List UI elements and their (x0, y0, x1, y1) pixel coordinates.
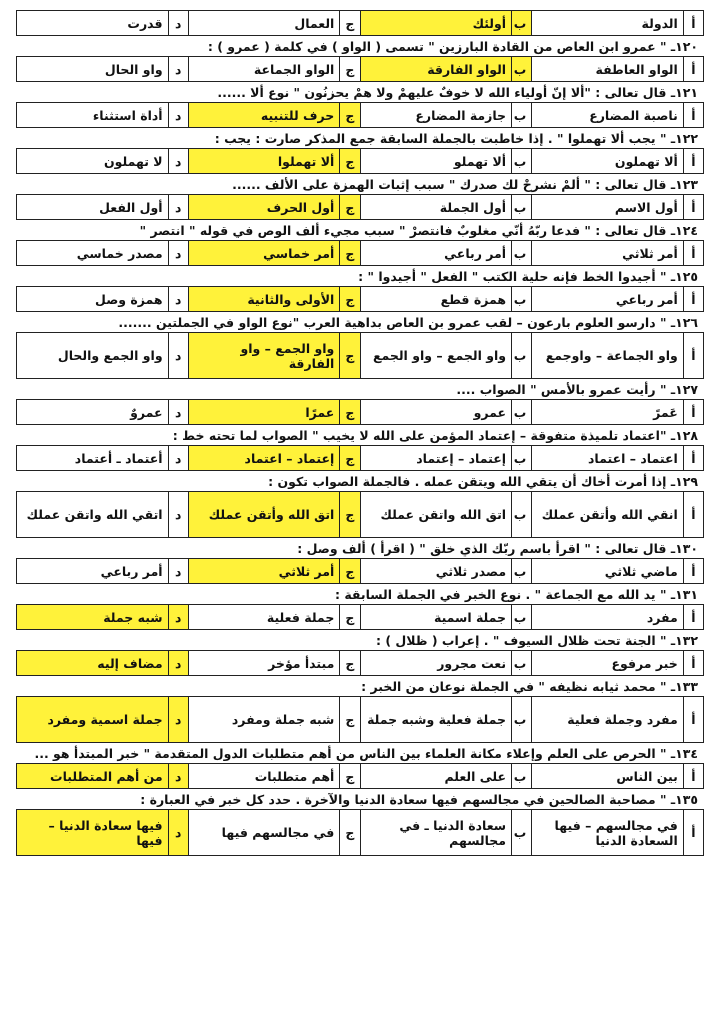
option-letter: ب (512, 241, 532, 266)
option-text-highlighted: أولئك (360, 11, 512, 36)
question-list (16, 10, 704, 856)
option-text-highlighted: أول الحرف (188, 195, 340, 220)
option-text: العمال (188, 11, 340, 36)
option-text-highlighted: الأولى والثانية (188, 287, 340, 312)
options-row (17, 149, 704, 174)
option-letter: أ (683, 764, 703, 789)
options-row (17, 764, 704, 789)
option-text: جملة فعلية وشبه جملة (360, 697, 512, 743)
option-text: مفرد (532, 605, 684, 630)
option-text: أداة استثناء (17, 103, 169, 128)
option-letter: ج (340, 697, 360, 743)
option-letter: ج (340, 492, 360, 538)
option-letter: د (168, 287, 188, 312)
option-text: اعتماد – اعتماد (532, 446, 684, 471)
option-letter: أ (683, 287, 703, 312)
option-letter: أ (683, 103, 703, 128)
option-letter: أ (683, 605, 703, 630)
option-letter: ج (340, 195, 360, 220)
option-text-highlighted: أمر ثلاثي (188, 559, 340, 584)
question-text: ١٣٠ـ قال تعالى : " اقرأ باسم ربّك الذي خلق " ( اقرأ ) ألف وصل : (297, 541, 698, 556)
option-text: أعتماد ـ أعتماد (17, 446, 169, 471)
option-text: أول الفعل (17, 195, 169, 220)
option-letter: د (168, 559, 188, 584)
option-text: جملة فعلية (188, 605, 340, 630)
option-text: لا تهملون (17, 149, 169, 174)
answer-options (16, 240, 704, 266)
option-letter: أ (683, 559, 703, 584)
option-text: خبر مرفوع (532, 651, 684, 676)
question-text: ١٢٥ـ " أجيدوا الخط فإنه حلية الكتب " الفعل " أجيدوا " : (358, 269, 698, 284)
option-text: اتق الله واتقن عملك (360, 492, 512, 538)
question-text: ١٣٥ـ " مصاحبة الصالحين في مجالسهم فيها سعادة الدنيا والآخرة . حدد كل خبر في العبارة : (140, 792, 698, 807)
answer-options (16, 148, 704, 174)
option-text: اتقي الله واتقن عملك (17, 492, 169, 538)
options-row (17, 400, 704, 425)
option-text: أول الجملة (360, 195, 512, 220)
option-letter: د (168, 492, 188, 538)
options-row (17, 446, 704, 471)
option-text: جازمة المضارع (360, 103, 512, 128)
option-text-highlighted: أمر خماسي (188, 241, 340, 266)
question-text: ١٢٧ـ " رأيت عمرو بالأمس " الصواب .... (456, 382, 698, 397)
option-text: همزة وصل (17, 287, 169, 312)
option-letter: ج (340, 103, 360, 128)
option-text: قدرت (17, 11, 169, 36)
option-letter: ج (340, 333, 360, 379)
option-text: إعتماد – إعتماد (360, 446, 512, 471)
option-text: أمر رباعي (532, 287, 684, 312)
option-text: جملة اسمية (360, 605, 512, 630)
options-row (17, 492, 704, 538)
options-row (17, 810, 704, 856)
answer-options (16, 809, 704, 856)
option-letter: ج (340, 287, 360, 312)
answer-options (16, 650, 704, 676)
option-letter: أ (683, 651, 703, 676)
option-text: ألا تهملون (532, 149, 684, 174)
option-text: واو الحال (17, 57, 169, 82)
option-letter: ج (340, 57, 360, 82)
option-letter: ب (512, 149, 532, 174)
option-letter: ج (340, 11, 360, 36)
question-text: ١٢٩ـ إذا أمرت أخاك أن يتقي الله ويتقن عمله . فالجملة الصواب تكون : (268, 474, 698, 489)
option-text: على العلم (360, 764, 512, 789)
option-letter: ب (512, 11, 532, 36)
option-text: أهم متطلبات (188, 764, 340, 789)
option-letter: ج (340, 241, 360, 266)
option-letter: ب (512, 559, 532, 584)
options-row (17, 57, 704, 82)
options-row (17, 195, 704, 220)
option-letter: ب (512, 333, 532, 379)
option-text: عمرو (360, 400, 512, 425)
question-text: ١٢٠ـ " عمرو ابن العاص من القادة البارزين " تسمى ( الواو ) في كلمة ( عمرو ) : (207, 39, 698, 54)
option-text: ناصبة المضارع (532, 103, 684, 128)
option-letter: ج (340, 764, 360, 789)
option-letter: ب (512, 446, 532, 471)
answer-options (16, 332, 704, 379)
option-text: مفرد وجملة فعلية (532, 697, 684, 743)
option-letter: ب (512, 195, 532, 220)
question-text: ١٢٣ـ قال تعالى : " ألمْ نشرحْ لك صدرك " سبب إثبات الهمزة على الألف ...... (232, 177, 698, 192)
option-text: واو الجمع والحال (17, 333, 169, 379)
option-letter: ج (340, 559, 360, 584)
options-row (17, 11, 704, 36)
option-letter: ب (512, 492, 532, 538)
question-text: ١٣١ـ " يد الله مع الجماعة " . نوع الخبر في الجملة السابقة : (334, 587, 698, 602)
option-letter: د (168, 241, 188, 266)
answer-options (16, 558, 704, 584)
option-letter: ب (512, 400, 532, 425)
option-letter: أ (683, 195, 703, 220)
option-text: واو الجماعة – واوجمع (532, 333, 684, 379)
option-text: مصدر ثلاثي (360, 559, 512, 584)
option-letter: ب (512, 605, 532, 630)
options-row (17, 697, 704, 743)
option-text-highlighted: شبه جملة (17, 605, 169, 630)
option-text: واو الجمع – واو الجمع (360, 333, 512, 379)
option-text: ألا تهملو (360, 149, 512, 174)
option-letter: أ (683, 11, 703, 36)
question-text: ١٢٤ـ قال تعالى : " فدعا ربّهُ أنّي مغلوبٌ فانتصرْ " سبب مجيء ألف الوص في قوله " انتصر " (139, 223, 698, 238)
question-text: ١٢٢ـ " يجب ألا تهملوا " . إذا خاطبت بالجملة السابقة جمع المذكر صارت : يجب : (214, 131, 698, 146)
option-text-highlighted: واو الجمع – واو الفارقة (188, 333, 340, 379)
option-letter: أ (683, 810, 703, 856)
option-text: سعادة الدنيا ـ في مجالسهم (360, 810, 512, 856)
option-text-highlighted: الواو الفارقة (360, 57, 512, 82)
answer-options (16, 491, 704, 538)
option-letter: د (168, 764, 188, 789)
answer-options (16, 286, 704, 312)
options-row (17, 651, 704, 676)
option-letter: د (168, 103, 188, 128)
option-letter: د (168, 149, 188, 174)
answer-options (16, 102, 704, 128)
option-text: في مجالسهم – فيها السعادة الدنيا (532, 810, 684, 856)
question-text: ١٢١ـ قال تعالى : "ألا إنّ أولياء الله لا خوفٌ عليهمْ ولا همْ يحزنُون " نوع ألا ...... (217, 85, 698, 100)
answer-options (16, 445, 704, 471)
option-letter: د (168, 333, 188, 379)
options-row (17, 559, 704, 584)
option-text: عمروٌ (17, 400, 169, 425)
option-text: ماضي ثلاثي (532, 559, 684, 584)
option-letter: أ (683, 241, 703, 266)
option-text: الدولة (532, 11, 684, 36)
option-text-highlighted: مضاف إليه (17, 651, 169, 676)
option-text-highlighted: عمرًا (188, 400, 340, 425)
option-letter: ج (340, 651, 360, 676)
option-letter: ج (340, 400, 360, 425)
option-letter: د (168, 195, 188, 220)
option-letter: ب (512, 810, 532, 856)
option-letter: أ (683, 57, 703, 82)
option-letter: ب (512, 764, 532, 789)
option-letter: د (168, 605, 188, 630)
option-letter: د (168, 697, 188, 743)
options-row (17, 287, 704, 312)
option-text: أول الاسم (532, 195, 684, 220)
option-letter: ج (340, 149, 360, 174)
answer-options (16, 604, 704, 630)
answer-options (16, 399, 704, 425)
option-letter: ب (512, 651, 532, 676)
option-letter: أ (683, 149, 703, 174)
options-row (17, 605, 704, 630)
question-text: ١٢٨ـ "اعتماد تلميذة متفوقة – إعتماد المؤمن على الله لا يخيب " الصواب لما تحته خط : (172, 428, 698, 443)
option-letter: ب (512, 57, 532, 82)
answer-options (16, 763, 704, 789)
option-text: بين الناس (532, 764, 684, 789)
option-letter: د (168, 810, 188, 856)
option-letter: ج (340, 810, 360, 856)
options-row (17, 241, 704, 266)
option-letter: أ (683, 400, 703, 425)
options-row (17, 103, 704, 128)
option-letter: د (168, 11, 188, 36)
option-text: الواو الجماعة (188, 57, 340, 82)
answer-options (16, 10, 704, 36)
option-letter: أ (683, 492, 703, 538)
option-letter: أ (683, 446, 703, 471)
answer-options (16, 194, 704, 220)
option-text-highlighted: حرف للتنبيه (188, 103, 340, 128)
option-text-highlighted: إعتماد – اعتماد (188, 446, 340, 471)
option-letter: د (168, 446, 188, 471)
option-letter: د (168, 57, 188, 82)
option-letter: أ (683, 333, 703, 379)
option-letter: ج (340, 605, 360, 630)
option-text: أمر رباعي (360, 241, 512, 266)
option-letter: أ (683, 697, 703, 743)
answer-options (16, 56, 704, 82)
option-text-highlighted: جملة اسمية ومفرد (17, 697, 169, 743)
option-text: همزة قطع (360, 287, 512, 312)
option-text: أمر ثلاثي (532, 241, 684, 266)
question-text: ١٣٤ـ " الحرص على العلم وإعلاء مكانة العلماء بين الناس من أهم متطلبات الدول المتقدمة " خبر المبتدأ هو ... (34, 746, 698, 761)
option-letter: د (168, 651, 188, 676)
option-text: عَمرً (532, 400, 684, 425)
option-text: الواو العاطفة (532, 57, 684, 82)
option-text-highlighted: من أهم المتطلبات (17, 764, 169, 789)
option-text-highlighted: فيها سعادة الدنيا – فيها (17, 810, 169, 856)
option-text: انقي الله وأتقن عملك (532, 492, 684, 538)
options-row (17, 333, 704, 379)
option-letter: ب (512, 103, 532, 128)
option-text: مصدر خماسي (17, 241, 169, 266)
option-letter: ب (512, 697, 532, 743)
option-letter: ب (512, 287, 532, 312)
question-text: ١٣٣ـ " محمد ثيابه نظيفه " في الجملة نوعان من الخبر : (361, 679, 698, 694)
option-text: نعت مجرور (360, 651, 512, 676)
question-text: ١٢٦ـ " دارسو العلوم بارعون – لقب عمرو بن العاص بداهية العرب "نوع الواو في الجملتين ....... (118, 315, 698, 330)
option-text-highlighted: اتق الله وأتقن عملك (188, 492, 340, 538)
option-text: مبتدأ مؤخر (188, 651, 340, 676)
question-text: ١٣٢ـ " الجنة تحت ظلال السيوف " . إعراب ( ظلال ) : (375, 633, 698, 648)
option-text: أمر رباعي (17, 559, 169, 584)
option-letter: د (168, 400, 188, 425)
option-text: في مجالسهم فيها (188, 810, 340, 856)
option-text: شبه جملة ومفرد (188, 697, 340, 743)
option-text-highlighted: ألا تهملوا (188, 149, 340, 174)
option-letter: ج (340, 446, 360, 471)
answer-options (16, 696, 704, 743)
